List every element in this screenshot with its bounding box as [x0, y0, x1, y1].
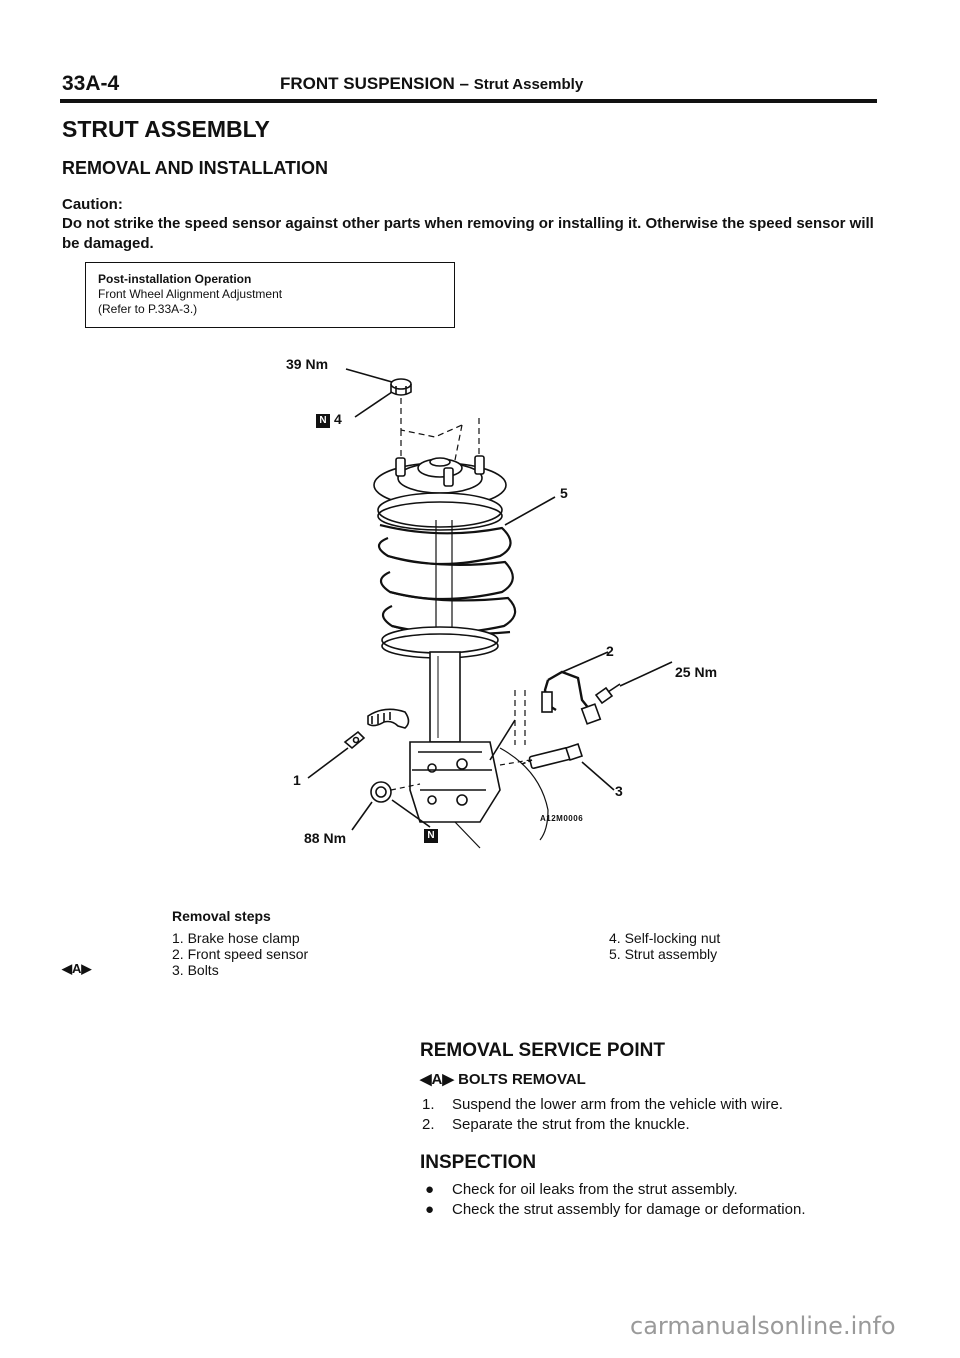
caution-label: Caution:: [62, 196, 123, 213]
removal-step-4: 4. Self-locking nut: [609, 930, 721, 946]
caution-text: Do not strike the speed sensor against other parts when removing or installing it. Otherwise the speed sensor will be damaged.: [62, 215, 874, 252]
self-locking-nut-drawing: [391, 379, 411, 395]
service-step-number: 1.: [422, 1096, 435, 1113]
leader-line-part5: [505, 497, 555, 525]
leader-line-part3: [582, 762, 614, 790]
part-label-3: 3: [615, 783, 623, 799]
figure-code: A12M0006: [540, 814, 584, 823]
sensor-bolt-drawing: [596, 684, 620, 703]
removal-step-3: 3. Bolts: [172, 962, 219, 978]
part-label-1: 1: [293, 772, 301, 788]
leader-line-part4: [355, 392, 392, 417]
watermark: carmanualsonline.info: [630, 1312, 896, 1340]
service-step-number: 2.: [422, 1116, 435, 1133]
removal-step-5: 5. Strut assembly: [609, 946, 718, 962]
front-speed-sensor-drawing: [515, 672, 600, 745]
brake-hose-clamp-drawing: [345, 709, 409, 748]
leader-line-25nm: [620, 662, 672, 686]
bolts-removal-title: ◀A▶ BOLTS REMOVAL: [420, 1071, 586, 1088]
part-label-4: 4: [334, 411, 342, 427]
leader-line-part2: [560, 652, 608, 673]
removal-step-1: 1. Brake hose clamp: [172, 930, 300, 946]
torque-label-bottom: 88 Nm: [304, 830, 347, 846]
removal-service-point-title: REMOVAL SERVICE POINT: [420, 1040, 665, 1061]
page-number: 33A-4: [62, 72, 120, 95]
leader-line-part1: [308, 748, 348, 778]
bullet-icon: ●: [425, 1181, 435, 1198]
torque-label-sensor: 25 Nm: [675, 664, 718, 680]
leader-line-39nm: [346, 369, 392, 382]
service-step-1: [422, 1096, 783, 1113]
service-point-marker-icon: ◀A▶: [62, 961, 92, 976]
section-separator: –: [459, 74, 469, 93]
leader-line-88nm: [352, 802, 372, 830]
part-label-2: 2: [606, 643, 614, 659]
coil-spring-drawing: [379, 525, 515, 634]
torque-label-top: 39 Nm: [286, 356, 329, 372]
service-step-text: Separate the strut from the knuckle.: [452, 1116, 690, 1133]
service-step-text: Suspend the lower arm from the vehicle with wire.: [452, 1096, 783, 1113]
inspection-title: INSPECTION: [420, 1152, 537, 1173]
part-label-5: 5: [560, 485, 568, 501]
inspection-text: Check the strut assembly for damage or deformation.: [452, 1201, 806, 1218]
inspection-text: Check for oil leaks from the strut assembly.: [452, 1181, 738, 1198]
post-installation-line2: (Refer to P.33A-3.): [98, 302, 198, 316]
inspection-item-1: [422, 1181, 738, 1198]
bullet-icon: ●: [425, 1201, 435, 1218]
page-title: STRUT ASSEMBLY: [62, 116, 270, 142]
section-name: FRONT SUSPENSION: [280, 74, 455, 93]
n-marker-bottom-icon: N: [424, 829, 438, 843]
page-subtitle: REMOVAL AND INSTALLATION: [62, 158, 328, 178]
post-installation-line1: Front Wheel Alignment Adjustment: [98, 287, 283, 301]
removal-step-2: 2. Front speed sensor: [172, 946, 309, 962]
removal-steps-title: Removal steps: [172, 908, 271, 924]
service-step-2: [422, 1116, 690, 1133]
subsection-name: Strut Assembly: [473, 76, 584, 93]
post-installation-title: Post-installation Operation: [98, 272, 252, 286]
strut-body-drawing: [410, 652, 515, 822]
n-marker-icon: N: [316, 414, 330, 428]
inspection-item-2: [422, 1201, 806, 1218]
